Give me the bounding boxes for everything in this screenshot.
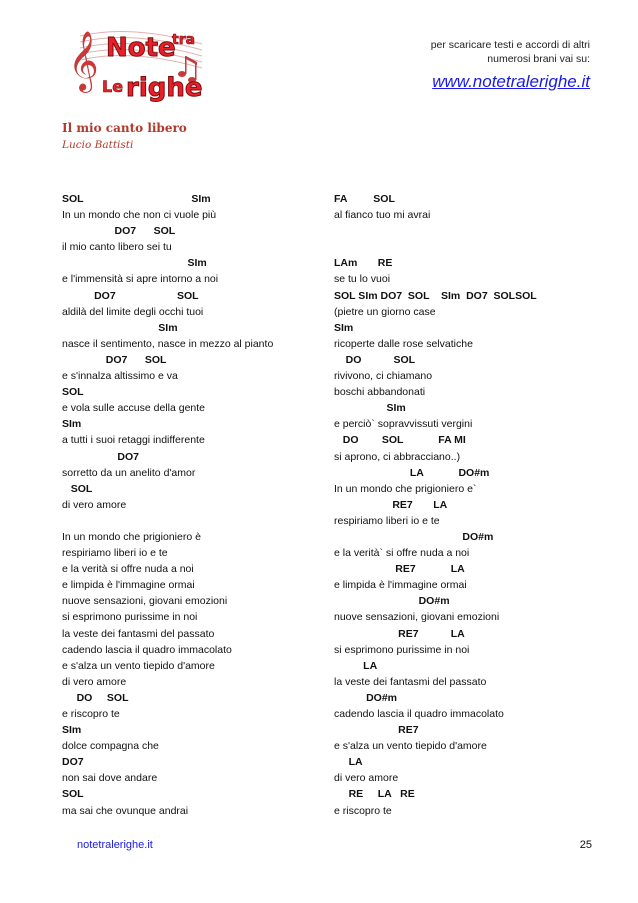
- promo-text-line2: numerosi brani vai su:: [487, 53, 590, 65]
- chord-line: FA SOL: [334, 193, 395, 205]
- chord-line: DO SOL FA MI: [334, 434, 466, 447]
- lyric-line: nuove sensazioni, giovani emozioni: [62, 595, 228, 608]
- chord-line: RE7 LA: [334, 627, 465, 640]
- svg-text:Le: Le: [102, 77, 124, 96]
- lyric-line: e s'innalza altissimo e va: [62, 370, 178, 383]
- svg-text:righe: righe: [126, 73, 203, 103]
- lyric-line: In un mondo che prigioniero è: [62, 530, 201, 543]
- chord-line: SOL SIm DO7 SOL SIm DO7 SOLSOL: [334, 289, 537, 302]
- chord-line: SIm: [334, 402, 406, 415]
- chord-line: LA: [334, 756, 363, 769]
- chord-line: DO7 SOL: [62, 289, 199, 302]
- lyrics-column-right: [334, 191, 594, 819]
- chord-line: SOL: [62, 482, 93, 495]
- lyric-line: a tutti i suoi retaggi indifferente: [62, 434, 205, 447]
- song-artist: Lucio Battisti: [62, 139, 134, 151]
- chord-line: SIm: [62, 257, 207, 270]
- svg-text:Note: Note: [106, 33, 176, 63]
- chord-line: DO7: [62, 450, 140, 463]
- lyric-line: sorretto da un anelito d'amor: [62, 466, 196, 479]
- lyric-line: e perciò` sopravvissuti vergini: [334, 418, 473, 431]
- chord-line: DO#m: [334, 530, 494, 543]
- chord-line: DO SOL: [334, 353, 416, 366]
- lyric-line: di vero amore: [62, 498, 127, 511]
- lyric-line: se tu lo vuoi: [334, 273, 391, 286]
- lyric-line: respiriamo liberi io e te: [334, 514, 440, 527]
- chord-line: LA: [334, 659, 378, 672]
- lyric-line: e limpida è l'immagine ormai: [62, 579, 195, 592]
- chord-line: DO7 SOL: [62, 353, 167, 366]
- lyric-line: al fianco tuo mi avrai: [334, 209, 431, 222]
- promo-url-link[interactable]: www.notetralerighe.it: [432, 72, 590, 91]
- blank-line: [62, 513, 312, 529]
- chord-line: SIm: [62, 724, 82, 737]
- lyric-line: si aprono, ci abbracciano..): [334, 450, 461, 463]
- lyric-line: di vero amore: [334, 772, 399, 785]
- lyric-line: rivivono, ci chiamano: [334, 370, 433, 383]
- blank-line: [334, 223, 594, 239]
- lyric-line: ma sai che ovunque andrai: [62, 804, 189, 817]
- lyric-line: e riscopro te: [334, 804, 392, 817]
- lyric-line: e limpida è l'immagine ormai: [334, 579, 467, 592]
- chord-line: RE7 LA: [334, 563, 465, 576]
- lyric-line: e riscopro te: [62, 708, 120, 720]
- chord-line: DO SOL: [62, 691, 129, 704]
- lyric-line: non sai dove andare: [62, 772, 158, 785]
- lyric-line: aldilà del limite degli occhi tuoi: [62, 305, 204, 318]
- promo-text-line1: per scaricare testi e accordi di altri: [430, 39, 590, 51]
- svg-text:𝄞: 𝄞: [68, 31, 99, 91]
- lyric-line: la veste dei fantasmi del passato: [62, 627, 215, 640]
- lyric-line: si esprimono purissime in noi: [62, 611, 198, 624]
- chord-line: SOL: [62, 788, 84, 801]
- chord-line: SIm: [62, 418, 82, 431]
- lyric-line: e vola sulle accuse della gente: [62, 402, 206, 415]
- lyric-line: e l'immensità si apre intorno a noi: [62, 273, 219, 286]
- lyric-line: nasce il sentimento, nasce in mezzo al pianto: [62, 337, 274, 350]
- lyric-line: In un mondo che prigioniero e`: [334, 482, 477, 495]
- blank-line: [334, 239, 594, 255]
- lyric-line: respiriamo liberi io e te: [62, 547, 168, 560]
- song-title: Il mio canto libero: [62, 121, 187, 135]
- lyric-line: e la verità si offre nuda a noi: [62, 563, 194, 576]
- chord-line: LA DO#m: [334, 466, 490, 479]
- chord-line: RE7: [334, 724, 419, 737]
- chord-line: DO7: [62, 756, 84, 769]
- promo-block: [360, 38, 590, 92]
- lyric-line: si esprimono purissime in noi: [334, 643, 470, 656]
- lyric-line: e s'alza un vento tiepido d'amore: [334, 740, 487, 753]
- lyric-line: e s'alza un vento tiepido d'amore: [62, 659, 215, 672]
- svg-text:tra: tra: [172, 32, 196, 48]
- lyric-line: In un mondo che non ci vuole più: [62, 209, 217, 222]
- chord-line: DO7 SOL: [62, 225, 176, 238]
- lyric-line: dolce compagna che: [62, 740, 159, 753]
- lyric-line: (pietre un giorno case: [334, 305, 436, 318]
- logo-graphic: [62, 16, 212, 106]
- chord-line: SIm: [334, 321, 354, 334]
- lyrics-column-left: [62, 191, 312, 819]
- lyric-line: la veste dei fantasmi del passato: [334, 675, 487, 688]
- chord-line: LAm RE: [334, 257, 393, 270]
- page-number: 25: [579, 839, 592, 851]
- lyric-line: boschi abbandonati: [334, 386, 426, 399]
- chord-line: SIm: [62, 321, 178, 334]
- lyric-line: di vero amore: [62, 675, 127, 688]
- chord-line: SOL SIm: [62, 193, 211, 205]
- site-logo[interactable]: [62, 16, 212, 106]
- lyric-line: cadendo lascia il quadro immacolato: [334, 708, 504, 720]
- lyric-line: il mio canto libero sei tu: [62, 241, 172, 254]
- chord-line: SOL: [62, 386, 84, 399]
- lyric-line: ricoperte dalle rose selvatiche: [334, 337, 473, 350]
- lyric-line: nuove sensazioni, giovani emozioni: [334, 611, 500, 624]
- footer-site-link[interactable]: notetralerighe.it: [77, 839, 153, 851]
- chord-line: RE7 LA: [334, 498, 448, 511]
- lyric-line: e la verità` si offre nuda a noi: [334, 547, 470, 560]
- chord-line: DO#m: [334, 595, 450, 608]
- chord-line: DO#m: [334, 691, 398, 704]
- chord-line: RE LA RE: [334, 788, 415, 801]
- lyric-line: cadendo lascia il quadro immacolato: [62, 643, 232, 656]
